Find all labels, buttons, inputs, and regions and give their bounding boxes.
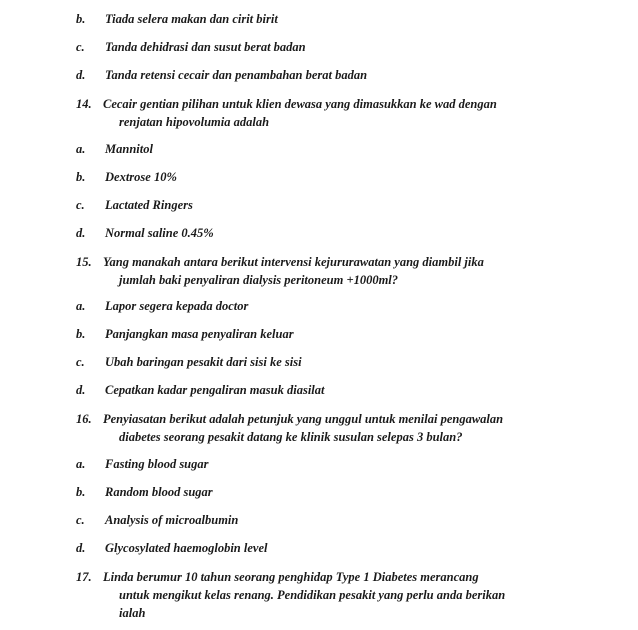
option-text: Lactated Ringers bbox=[105, 198, 193, 212]
question-number: 15. bbox=[76, 255, 92, 269]
option-letter: b. bbox=[76, 485, 86, 499]
question-text-line: diabetes seorang pesakit datang ke klinik susulan selepas 3 bulan? bbox=[119, 430, 463, 444]
option-letter: a. bbox=[76, 142, 86, 156]
option-text: Normal saline 0.45% bbox=[105, 226, 214, 240]
option-letter: a. bbox=[76, 299, 86, 313]
option-text: Random blood sugar bbox=[105, 485, 213, 499]
option-letter: c. bbox=[76, 355, 85, 369]
option-letter: a. bbox=[76, 457, 86, 471]
question-text-line: ialah bbox=[119, 606, 146, 620]
option-letter: d. bbox=[76, 226, 86, 240]
option-text: Lapor segera kepada doctor bbox=[105, 299, 249, 313]
question-text-line: Linda berumur 10 tahun seorang penghidap Type 1 Diabetes merancang bbox=[103, 570, 479, 584]
option-text: Tanda dehidrasi dan susut berat badan bbox=[105, 40, 306, 54]
question-text-line: Cecair gentian pilihan untuk klien dewasa yang dimasukkan ke wad dengan bbox=[103, 97, 497, 111]
option-letter: d. bbox=[76, 383, 86, 397]
option-letter: b. bbox=[76, 12, 86, 26]
option-letter: c. bbox=[76, 513, 85, 527]
question-number: 16. bbox=[76, 412, 92, 426]
option-text: Fasting blood sugar bbox=[105, 457, 209, 471]
option-letter: c. bbox=[76, 198, 85, 212]
option-text: Analysis of microalbumin bbox=[105, 513, 239, 527]
option-letter: c. bbox=[76, 40, 85, 54]
option-text: Ubah baringan pesakit dari sisi ke sisi bbox=[105, 355, 302, 369]
option-letter: d. bbox=[76, 68, 86, 82]
question-number: 14. bbox=[76, 97, 92, 111]
question-text-line: untuk mengikut kelas renang. Pendidikan pesakit yang perlu anda berikan bbox=[119, 588, 506, 602]
option-text: Mannitol bbox=[105, 142, 153, 156]
option-text: Cepatkan kadar pengaliran masuk diasilat bbox=[105, 383, 325, 397]
option-letter: b. bbox=[76, 327, 86, 341]
question-number: 17. bbox=[76, 570, 92, 584]
option-text: Panjangkan masa penyaliran keluar bbox=[105, 327, 294, 341]
option-text: Tanda retensi cecair dan penambahan berat badan bbox=[105, 68, 368, 82]
question-text-line: renjatan hipovolumia adalah bbox=[119, 115, 270, 129]
option-text: Glycosylated haemoglobin level bbox=[105, 541, 268, 555]
option-text: Dextrose 10% bbox=[105, 170, 177, 184]
option-text: Tiada selera makan dan cirit birit bbox=[105, 12, 278, 26]
question-text-line: Yang manakah antara berikut intervensi kejururawatan yang diambil jika bbox=[103, 255, 484, 269]
question-text-line: Penyiasatan berikut adalah petunjuk yang unggul untuk menilai pengawalan bbox=[103, 412, 504, 426]
option-letter: d. bbox=[76, 541, 86, 555]
option-letter: b. bbox=[76, 170, 86, 184]
question-text-line: jumlah baki penyaliran dialysis peritoneum +1000ml? bbox=[119, 273, 399, 287]
